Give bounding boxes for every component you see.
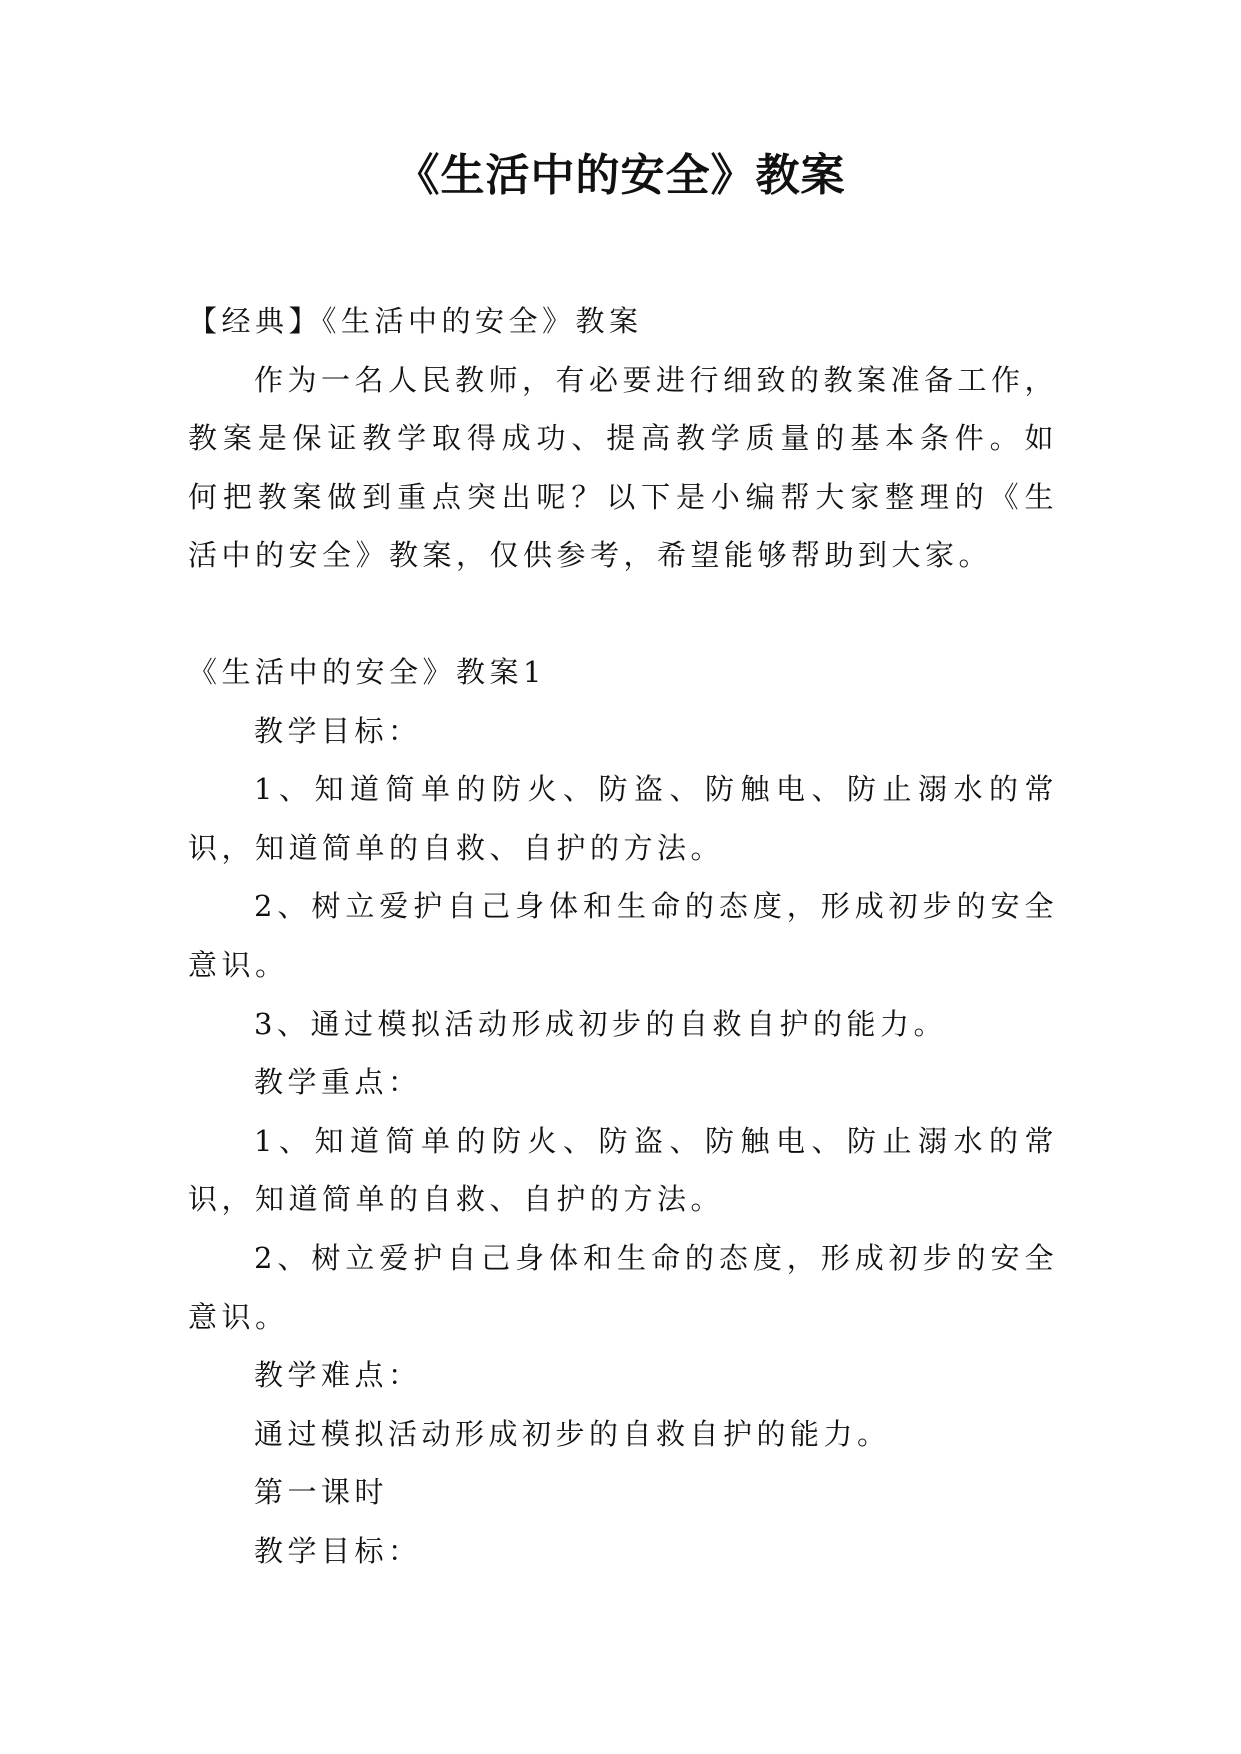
lesson-label: 第一课时 (254, 1475, 389, 1510)
lesson-goals-label: 教学目标： (254, 1533, 422, 1568)
section-heading: 《生活中的安全》教案1 (188, 654, 546, 689)
key-point-item-1: 1、知道简单的防火、防盗、防触电、防止溺水的常识，知道简单的自救、自护的方法。 (188, 1123, 1058, 1217)
teaching-goals-label: 教学目标： (254, 713, 422, 748)
goal-item-3: 3、通过模拟活动形成初步的自救自护的能力。 (254, 1006, 947, 1041)
document-title: 《生活中的安全》教案 (395, 150, 846, 201)
difficulty-label: 教学难点： (254, 1358, 422, 1393)
goal-item-1: 1、知道简单的防火、防盗、防触电、防止溺水的常识，知道简单的自救、自护的方法。 (188, 772, 1058, 865)
intro-paragraph: 作为一名人民教师，有必要进行细致的教案准备工作，教案是保证教学取得成功、提高教学质量的基本条件。如何把教案做到重点突出呢？以下是小编帮大家整理的《生活中的安全》教案，仅供参考，希望能够帮助到大家。 (188, 362, 1059, 573)
key-point-item-2: 2、树立爱护自己身体和生命的态度，形成初步的安全意识。 (188, 1240, 1058, 1334)
goal-item-2: 2、树立爱护自己身体和生命的态度，形成初步的安全意识。 (188, 889, 1058, 982)
key-points-label: 教学重点： (254, 1065, 422, 1100)
document-body (188, 292, 1058, 1580)
difficulty-text: 通过模拟活动形成初步的自救自护的能力。 (254, 1416, 891, 1451)
document-subtitle: 【经典】《生活中的安全》教案 (188, 304, 643, 338)
